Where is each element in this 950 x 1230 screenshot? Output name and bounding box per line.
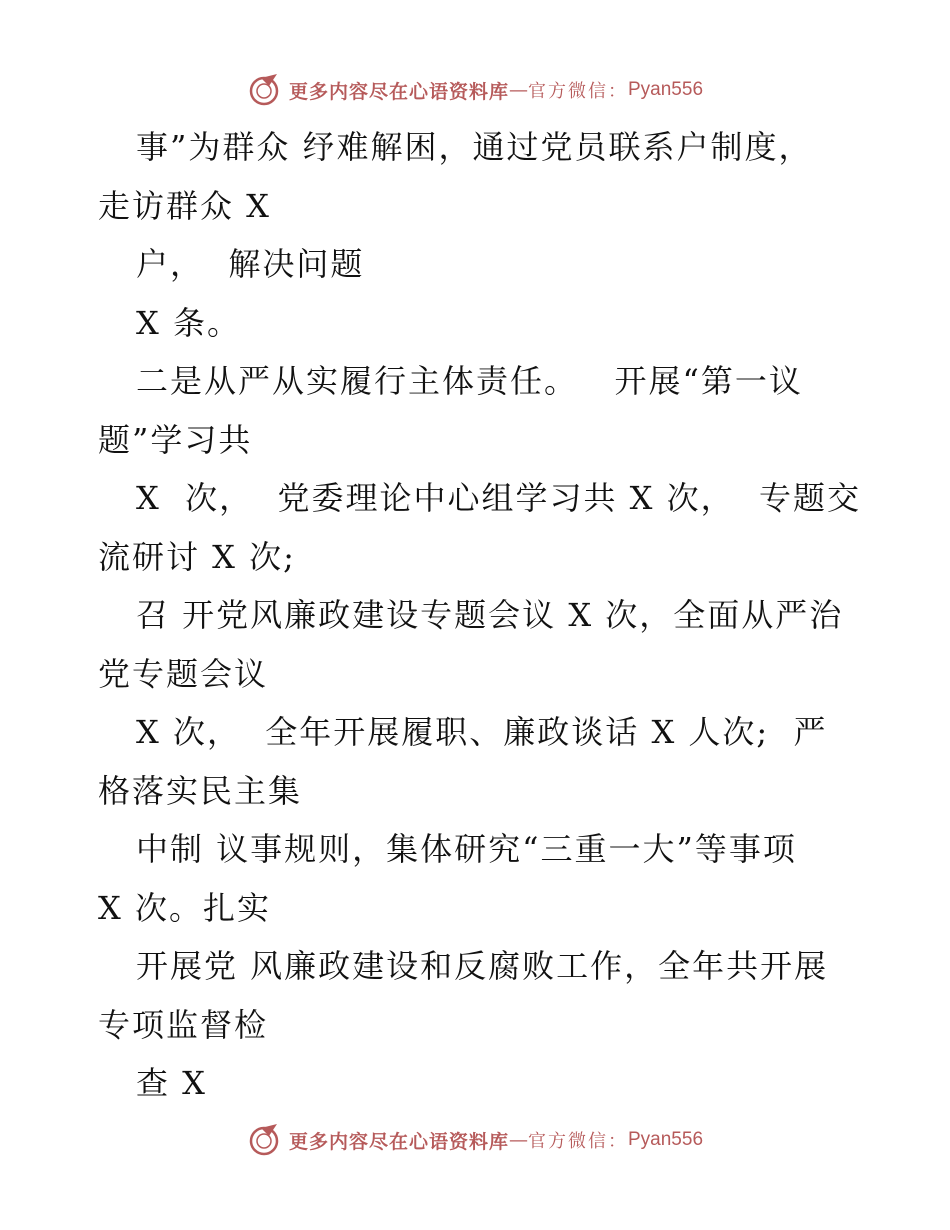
text-line: X 次， 全年开展履职、廉政谈话 X 人次; 严 bbox=[136, 713, 828, 751]
watermark-id: Pyan556 bbox=[628, 79, 704, 100]
text-line: 党专题会议 bbox=[98, 654, 269, 693]
text-line: 户， 解决问题 bbox=[136, 245, 365, 283]
text-line: 二是从严从实履行主体责任。 开展“第一议 bbox=[136, 362, 803, 400]
watermark-separator: — bbox=[509, 1129, 528, 1151]
text-line: 专项监督检 bbox=[98, 1005, 269, 1044]
text-line: X 条。 bbox=[136, 303, 241, 342]
text-line: X 次， 党委理论中心组学习共 X 次， 专题交 bbox=[136, 479, 861, 517]
seal-logo-icon bbox=[247, 72, 283, 108]
text-line: X 次。扎实 bbox=[98, 888, 271, 927]
text-line: 开展党 风廉政建设和反腐败工作，全年共开展 bbox=[136, 947, 829, 985]
text-line: 题”学习共 bbox=[98, 420, 253, 459]
text-line: 走访群众 X bbox=[98, 186, 271, 225]
text-line: 查 X bbox=[136, 1064, 207, 1102]
document-body bbox=[98, 118, 861, 1113]
footer-watermark bbox=[0, 1120, 950, 1160]
watermark-sub-text: 官方微信： bbox=[528, 1131, 628, 1152]
text-line: 格落实民主集 bbox=[98, 771, 303, 810]
watermark-separator: — bbox=[509, 79, 528, 101]
watermark-sub-text: 官方微信： bbox=[528, 81, 628, 102]
watermark-main-text: 更多内容尽在心语资料库 bbox=[288, 1130, 509, 1153]
watermark-main-text: 更多内容尽在心语资料库 bbox=[288, 80, 509, 103]
text-line: 召 开党风廉政建设专题会议 X 次，全面从严治 bbox=[136, 596, 844, 634]
watermark-id: Pyan556 bbox=[628, 1129, 704, 1150]
seal-logo-icon bbox=[247, 1122, 283, 1158]
text-line: 中制 议事规则，集体研究“三重一大”等事项 bbox=[136, 830, 797, 868]
header-watermark bbox=[0, 70, 950, 110]
text-line: 事”为群众 纾难解困，通过党员联系户制度， bbox=[136, 128, 813, 166]
text-line: 流研讨 X 次; bbox=[98, 537, 296, 576]
